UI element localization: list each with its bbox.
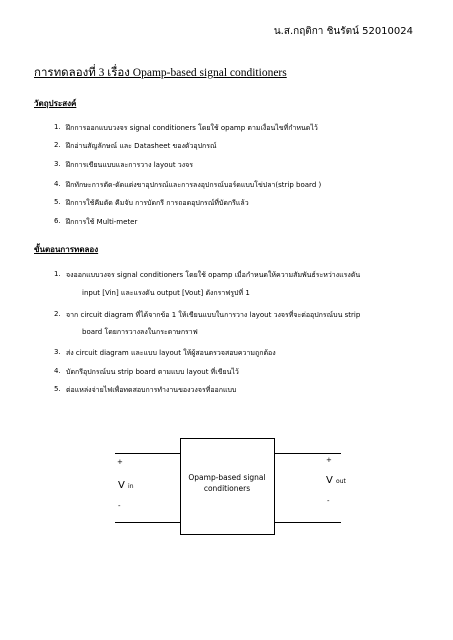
step-text-continued: input [Vin] และแรงดัน output [Vout] ดังกราฟรูปที่ 1	[82, 289, 250, 297]
output-voltage-label	[326, 475, 346, 486]
block-label-line2: conditioners	[203, 484, 251, 493]
procedure-heading: ขั้นตอนการทดลอง	[34, 245, 99, 254]
objective-number: 6.	[54, 217, 61, 225]
step-text: จาก circuit diagram ที่ได้จากข้อ 1 ให้เขียนแบบในการวาง layout วงจรที่จะต่ออุปกรณ์บน strip	[66, 311, 361, 319]
input-top-wire	[115, 453, 180, 454]
objective-text: ฝึกการใช้คีมตัด คีมจับ การบัดกรี การถอดอุปกรณ์ที่บัดกรีแล้ว	[66, 199, 249, 207]
output-top-wire	[273, 453, 341, 454]
block-label	[182, 472, 272, 494]
objective-number: 5.	[54, 198, 61, 206]
input-bottom-wire	[115, 522, 180, 523]
objective-text: ฝึกการเขียนแบบและการวาง layout วงจร	[66, 161, 194, 169]
input-voltage-symbol: V	[118, 480, 125, 491]
input-voltage-label	[118, 480, 134, 491]
output-minus-terminal: -	[327, 497, 330, 505]
objective-text: ฝึกการออกแบบวงจร signal conditioners โดยใช้ opamp ตามเงื่อนไขที่กำหนดไว้	[66, 124, 318, 132]
step-number: 2.	[54, 310, 61, 318]
step-number: 4.	[54, 367, 61, 375]
block-label-line1: Opamp-based signal	[188, 473, 266, 482]
output-voltage-symbol: V	[326, 475, 333, 486]
step-number: 1.	[54, 270, 61, 278]
page-title: การทดลองที่ 3 เรื่อง Opamp-based signal conditioners	[34, 67, 287, 79]
step-text: จงออกแบบวงจร signal conditioners โดยใช้ opamp เมื่อกำหนดให้ความสัมพันธ์ระหว่างแรงดัน	[66, 271, 361, 279]
step-number: 3.	[54, 348, 61, 356]
step-text-continued: board โดยการวางลงในกระดาษกราฟ	[82, 328, 198, 336]
output-plus-terminal: +	[326, 456, 332, 464]
input-voltage-subscript: in	[128, 483, 134, 490]
objective-text: ฝึกอ่านสัญลักษณ์ และ Datasheet ของตัวอุปกรณ์	[66, 142, 217, 150]
author-header: น.ส.กฤติกา ชินรัตน์ 52010024	[273, 26, 413, 37]
step-text: ส่ง circuit diagram และแบบ layout ให้ผู้สอนตรวจสอบความถูกต้อง	[66, 349, 276, 357]
output-bottom-wire	[273, 522, 341, 523]
objective-text: ฝึกการใช้ Multi-meter	[66, 218, 138, 226]
objective-number: 2.	[54, 141, 61, 149]
step-number: 5.	[54, 385, 61, 393]
input-plus-terminal: +	[117, 458, 123, 466]
objective-number: 4.	[54, 180, 61, 188]
objective-text: ฝึกทักษะการตัด-ดัดแต่งขาอุปกรณ์และการลงอุปกรณ์บอร์ดแบบโข่ปลา(strip board )	[66, 181, 322, 189]
objectives-heading: วัตถุประสงค์	[34, 99, 77, 108]
objective-number: 1.	[54, 123, 61, 131]
output-voltage-subscript: out	[336, 478, 346, 485]
objective-number: 3.	[54, 160, 61, 168]
step-text: บัดกรีอุปกรณ์บน strip board ตามแบบ layout ที่เขียนไว้	[66, 368, 239, 376]
step-text: ต่อแหล่งจ่ายไฟเพื่อทดสอบการทำงานของวงจรที่ออกแบบ	[66, 386, 237, 394]
input-minus-terminal: -	[118, 502, 121, 510]
